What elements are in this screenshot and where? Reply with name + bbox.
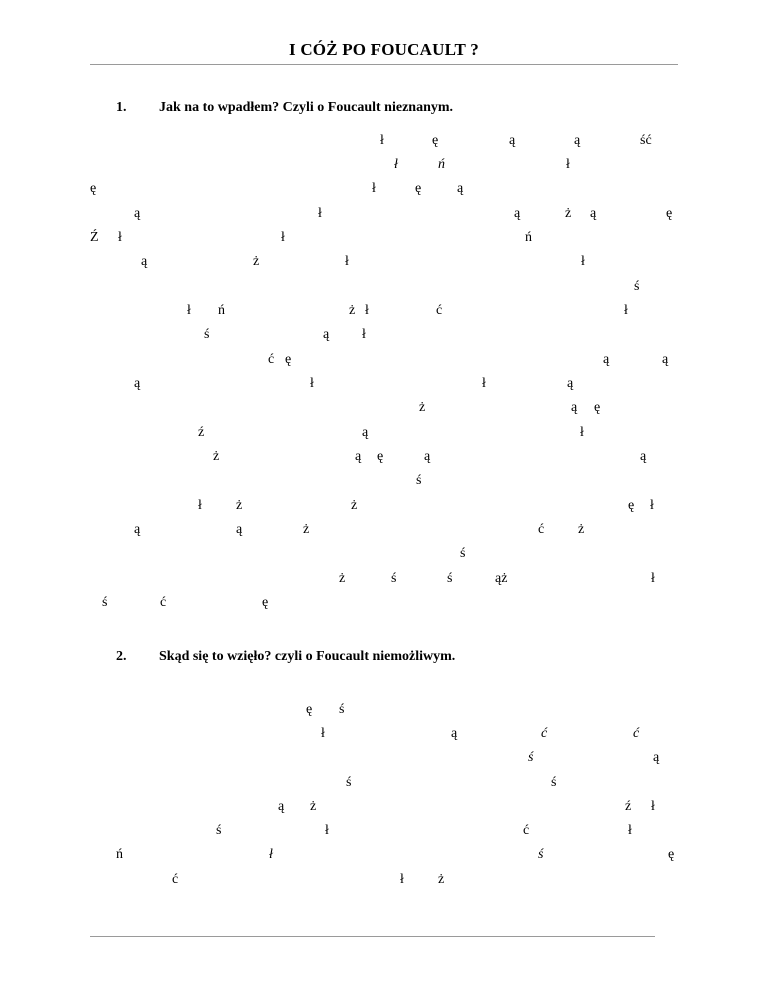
text-fragment: ą: [603, 352, 610, 367]
section-number: 2.: [116, 649, 127, 664]
text-fragment: ć: [523, 823, 530, 838]
text-fragment: ć: [436, 303, 443, 318]
text-fragment: ł: [566, 157, 570, 172]
text-fragment: ł: [321, 726, 325, 741]
text-fragment: ś: [538, 847, 544, 862]
text-fragment: ą: [509, 133, 516, 148]
text-fragment: ł: [380, 133, 384, 148]
text-fragment: Ź: [90, 230, 99, 245]
text-fragment: ż: [213, 449, 220, 464]
text-fragment: ą: [640, 449, 647, 464]
text-fragment: ą: [355, 449, 362, 464]
text-fragment: ć: [538, 522, 545, 537]
text-fragment: ż: [438, 872, 445, 887]
text-fragment: ą: [451, 726, 458, 741]
text-fragment: ć: [541, 726, 548, 741]
text-fragment: ń: [116, 847, 123, 862]
text-fragment: ę: [594, 400, 601, 415]
text-fragment: ę: [628, 498, 635, 513]
header-rule: [90, 64, 678, 65]
text-fragment: ł: [318, 206, 322, 221]
text-fragment: ł: [624, 303, 628, 318]
text-fragment: ł: [651, 799, 655, 814]
text-fragment: ś: [339, 702, 345, 717]
text-fragment: ą: [514, 206, 521, 221]
text-fragment: ś: [416, 473, 422, 488]
text-fragment: ż: [253, 254, 260, 269]
text-fragment: ść: [640, 133, 652, 148]
text-fragment: ź: [625, 799, 632, 814]
text-fragment: ą: [590, 206, 597, 221]
text-fragment: ś: [102, 595, 108, 610]
text-fragment: ą: [457, 181, 464, 196]
text-fragment: ń: [218, 303, 225, 318]
text-fragment: ę: [666, 206, 673, 221]
footer-rule: [90, 936, 655, 937]
text-fragment: ś: [216, 823, 222, 838]
text-fragment: ł: [581, 254, 585, 269]
text-fragment: ć: [160, 595, 167, 610]
text-fragment: ł: [187, 303, 191, 318]
text-fragment: ą: [662, 352, 669, 367]
document-title: I CÓŻ PO FOUCAULT ?: [289, 40, 479, 59]
text-fragment: ł: [650, 498, 654, 513]
text-fragment: ł: [269, 847, 273, 862]
section-title: Skąd się to wzięło? czyli o Foucault niemożliwym.: [159, 649, 456, 664]
text-fragment: ł: [362, 327, 366, 342]
section-title: Jak na to wpadłem? Czyli o Foucault nieznanym.: [159, 100, 454, 115]
text-fragment: ą: [134, 206, 141, 221]
text-fragment: ł: [118, 230, 122, 245]
text-fragment: ę: [668, 847, 675, 862]
text-fragment: ł: [482, 376, 486, 391]
text-fragment: ę: [377, 449, 384, 464]
text-fragment: ł: [325, 823, 329, 838]
text-fragment: ą: [362, 425, 369, 440]
text-fragment: ł: [651, 571, 655, 586]
text-fragment: ś: [551, 775, 557, 790]
text-fragment: ą: [571, 400, 578, 415]
text-fragment: ż: [236, 498, 243, 513]
text-fragment: ł: [372, 181, 376, 196]
text-fragment: ę: [285, 352, 292, 367]
text-fragment: ę: [306, 702, 313, 717]
text-fragment: ł: [310, 376, 314, 391]
text-fragment: ń: [438, 157, 445, 172]
text-fragment: ę: [432, 133, 439, 148]
section-number: 1.: [116, 100, 127, 115]
text-fragment: ł: [365, 303, 369, 318]
text-fragment: ę: [90, 181, 97, 196]
text-fragment: ż: [578, 522, 585, 537]
text-fragment: ż: [349, 303, 356, 318]
text-fragment: ąż: [495, 571, 508, 586]
text-fragment: ż: [303, 522, 310, 537]
text-fragment: ł: [580, 425, 584, 440]
text-fragment: ś: [634, 279, 640, 294]
text-fragment: ł: [198, 498, 202, 513]
text-fragment: ź: [198, 425, 205, 440]
text-fragment: ą: [278, 799, 285, 814]
text-fragment: ż: [310, 799, 317, 814]
text-fragment: ń: [525, 230, 532, 245]
text-fragment: ł: [394, 157, 398, 172]
text-fragment: ś: [447, 571, 453, 586]
text-fragment: ą: [134, 376, 141, 391]
text-fragment: ś: [460, 546, 466, 561]
text-fragment: ś: [346, 775, 352, 790]
text-fragment: ą: [653, 750, 660, 765]
text-fragment: ą: [574, 133, 581, 148]
text-fragment: ż: [565, 206, 572, 221]
text-fragment: ł: [400, 872, 404, 887]
text-fragment: ą: [567, 376, 574, 391]
text-fragment: ą: [134, 522, 141, 537]
text-fragment: ż: [419, 400, 426, 415]
text-fragment: ć: [268, 352, 275, 367]
text-fragment: ą: [236, 522, 243, 537]
text-fragment: ą: [424, 449, 431, 464]
text-fragment: ą: [323, 327, 330, 342]
text-fragment: ż: [351, 498, 358, 513]
text-fragment: ś: [528, 750, 534, 765]
text-fragment: ć: [172, 872, 179, 887]
text-fragment: ś: [391, 571, 397, 586]
text-fragment: ł: [281, 230, 285, 245]
text-fragment: ę: [262, 595, 269, 610]
text-fragment: ł: [345, 254, 349, 269]
text-fragment: ś: [204, 327, 210, 342]
text-fragment: ł: [628, 823, 632, 838]
text-fragment: ę: [415, 181, 422, 196]
text-fragment: ć: [633, 726, 640, 741]
text-fragment: ż: [339, 571, 346, 586]
text-fragment: ą: [141, 254, 148, 269]
